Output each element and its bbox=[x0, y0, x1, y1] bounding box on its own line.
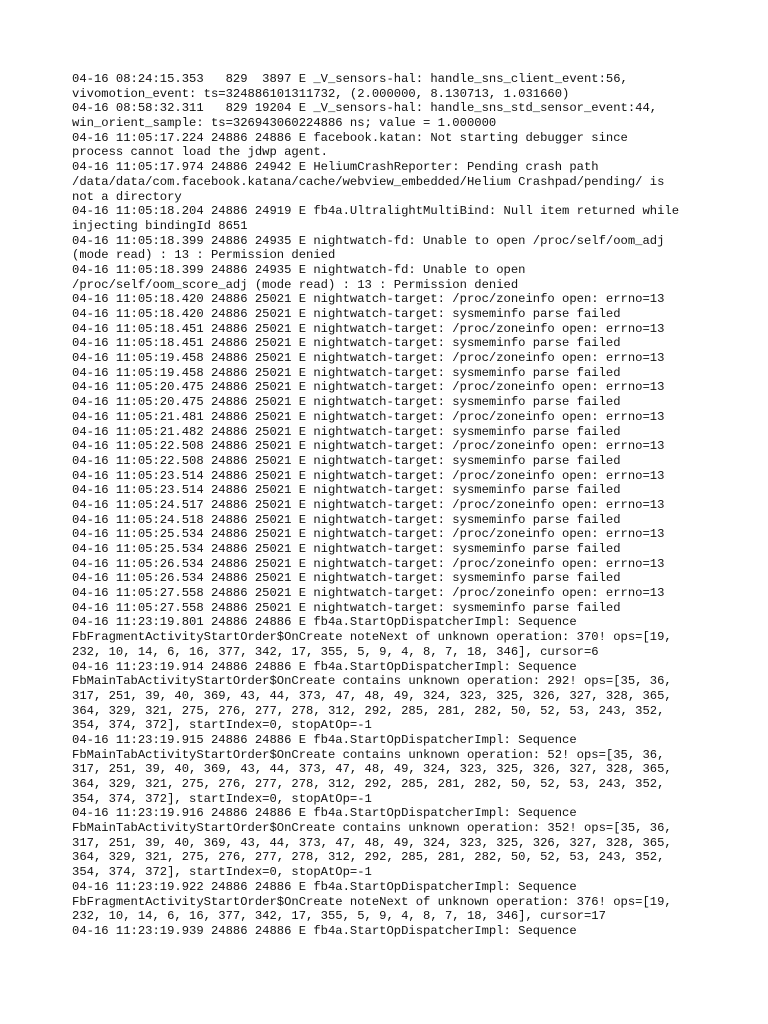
log-line: 354, 374, 372], startIndex=0, stopAtOp=-1 bbox=[72, 791, 372, 806]
log-line: 04-16 11:23:19.916 24886 24886 E fb4a.StartOpDispatcherImpl: Sequence bbox=[72, 806, 577, 821]
log-line: 04-16 11:05:22.508 24886 25021 E nightwatch-target: sysmeminfo parse failed bbox=[72, 453, 621, 468]
log-line: FbMainTabActivityStartOrder$OnCreate contains unknown operation: 292! ops=[35, 36, bbox=[72, 674, 672, 689]
log-line: FbFragmentActivityStartOrder$OnCreate noteNext of unknown operation: 370! ops=[19, bbox=[72, 630, 672, 645]
log-line: 04-16 08:24:15.353 829 3897 E _V_sensors-hal: handle_sns_client_event:56, bbox=[72, 72, 628, 86]
log-line: 04-16 11:05:20.475 24886 25021 E nightwatch-target: sysmeminfo parse failed bbox=[72, 395, 621, 410]
log-line: 04-16 11:05:19.458 24886 25021 E nightwatch-target: /proc/zoneinfo open: errno=13 bbox=[72, 351, 665, 366]
log-line: win_orient_sample: ts=326943060224886 ns; value = 1.000000 bbox=[72, 116, 497, 131]
log-line: 364, 329, 321, 275, 276, 277, 278, 312, 292, 285, 281, 282, 50, 52, 53, 243, 352, bbox=[72, 850, 665, 865]
log-line: 364, 329, 321, 275, 276, 277, 278, 312, 292, 285, 281, 282, 50, 52, 53, 243, 352, bbox=[72, 777, 665, 791]
log-line: 04-16 11:05:17.224 24886 24886 E facebook.katan: Not starting debugger since bbox=[72, 130, 628, 145]
log-text-block bbox=[72, 72, 712, 939]
log-line: injecting bindingId 8651 bbox=[72, 218, 248, 233]
log-line: 354, 374, 372], startIndex=0, stopAtOp=-1 bbox=[72, 865, 372, 880]
log-line: FbMainTabActivityStartOrder$OnCreate contains unknown operation: 352! ops=[35, 36, bbox=[72, 821, 672, 836]
log-line: 04-16 11:05:21.481 24886 25021 E nightwatch-target: /proc/zoneinfo open: errno=13 bbox=[72, 409, 665, 424]
log-line: 04-16 11:05:18.451 24886 25021 E nightwatch-target: /proc/zoneinfo open: errno=13 bbox=[72, 321, 665, 336]
log-line: process cannot load the jdwp agent. bbox=[72, 145, 328, 160]
log-line: FbMainTabActivityStartOrder$OnCreate contains unknown operation: 52! ops=[35, 36, bbox=[72, 747, 665, 762]
log-line: 04-16 11:05:23.514 24886 25021 E nightwatch-target: /proc/zoneinfo open: errno=13 bbox=[72, 468, 665, 483]
log-line: 04-16 11:05:18.451 24886 25021 E nightwatch-target: sysmeminfo parse failed bbox=[72, 336, 621, 351]
log-line: 04-16 11:05:21.482 24886 25021 E nightwatch-target: sysmeminfo parse failed bbox=[72, 424, 621, 439]
log-line: 04-16 11:05:26.534 24886 25021 E nightwatch-target: /proc/zoneinfo open: errno=13 bbox=[72, 556, 665, 571]
log-line: 364, 329, 321, 275, 276, 277, 278, 312, 292, 285, 281, 282, 50, 52, 53, 243, 352, bbox=[72, 703, 665, 718]
log-line: 317, 251, 39, 40, 369, 43, 44, 373, 47, 48, 49, 324, 323, 325, 326, 327, 328, 365, bbox=[72, 835, 672, 850]
log-line: 354, 374, 372], startIndex=0, stopAtOp=-1 bbox=[72, 718, 372, 733]
log-line: 04-16 11:23:19.922 24886 24886 E fb4a.StartOpDispatcherImpl: Sequence bbox=[72, 879, 577, 894]
log-line: 04-16 11:05:18.204 24886 24919 E fb4a.UltralightMultiBind: Null item returned while bbox=[72, 204, 680, 219]
log-line: 317, 251, 39, 40, 369, 43, 44, 373, 47, 48, 49, 324, 323, 325, 326, 327, 328, 365, bbox=[72, 762, 672, 777]
log-line: 04-16 11:23:19.939 24886 24886 E fb4a.StartOpDispatcherImpl: Sequence bbox=[72, 923, 577, 938]
log-line: 04-16 11:05:27.558 24886 25021 E nightwatch-target: /proc/zoneinfo open: errno=13 bbox=[72, 586, 665, 601]
log-line: 04-16 11:23:19.801 24886 24886 E fb4a.StartOpDispatcherImpl: Sequence bbox=[72, 615, 577, 630]
log-line: 04-16 11:05:24.517 24886 25021 E nightwatch-target: /proc/zoneinfo open: errno=13 bbox=[72, 497, 665, 512]
log-line: 04-16 11:05:24.518 24886 25021 E nightwatch-target: sysmeminfo parse failed bbox=[72, 512, 621, 527]
log-line: 04-16 11:05:18.399 24886 24935 E nightwatch-fd: Unable to open bbox=[72, 262, 526, 277]
log-line: /proc/self/oom_score_adj (mode read) : 13 : Permission denied bbox=[72, 277, 519, 292]
log-line: 04-16 11:05:19.458 24886 25021 E nightwatch-target: sysmeminfo parse failed bbox=[72, 365, 621, 380]
log-line: 232, 10, 14, 6, 16, 377, 342, 17, 355, 5, 9, 4, 8, 7, 18, 346], cursor=17 bbox=[72, 909, 606, 924]
log-line: 04-16 11:05:27.558 24886 25021 E nightwatch-target: sysmeminfo parse failed bbox=[72, 600, 621, 615]
log-line: 04-16 11:05:17.974 24886 24942 E HeliumCrashReporter: Pending crash path bbox=[72, 160, 599, 175]
log-line: not a directory bbox=[72, 189, 182, 204]
log-line: 317, 251, 39, 40, 369, 43, 44, 373, 47, 48, 49, 324, 323, 325, 326, 327, 328, 365, bbox=[72, 688, 672, 703]
log-line: 04-16 11:05:26.534 24886 25021 E nightwatch-target: sysmeminfo parse failed bbox=[72, 571, 621, 586]
log-line: (mode read) : 13 : Permission denied bbox=[72, 248, 336, 263]
log-line: 04-16 11:05:25.534 24886 25021 E nightwatch-target: sysmeminfo parse failed bbox=[72, 542, 621, 556]
log-line: 04-16 11:05:20.475 24886 25021 E nightwatch-target: /proc/zoneinfo open: errno=13 bbox=[72, 380, 665, 395]
log-line: 04-16 08:58:32.311 829 19204 E _V_sensors-hal: handle_sns_std_sensor_event:44, bbox=[72, 101, 658, 116]
log-line: vivomotion_event: ts=324886101311732, (2.000000, 8.130713, 1.031660) bbox=[72, 86, 570, 101]
log-line: 04-16 11:05:18.420 24886 25021 E nightwatch-target: /proc/zoneinfo open: errno=13 bbox=[72, 292, 665, 307]
log-line: 04-16 11:05:22.508 24886 25021 E nightwatch-target: /proc/zoneinfo open: errno=13 bbox=[72, 439, 665, 454]
log-line: 04-16 11:05:18.399 24886 24935 E nightwatch-fd: Unable to open /proc/self/oom_adj bbox=[72, 233, 665, 248]
log-line: 04-16 11:23:19.915 24886 24886 E fb4a.StartOpDispatcherImpl: Sequence bbox=[72, 732, 577, 747]
log-line: 04-16 11:23:19.914 24886 24886 E fb4a.StartOpDispatcherImpl: Sequence bbox=[72, 659, 577, 674]
log-line: 232, 10, 14, 6, 16, 377, 342, 17, 355, 5, 9, 4, 8, 7, 18, 346], cursor=6 bbox=[72, 644, 599, 659]
log-line: /data/data/com.facebook.katana/cache/webview_embedded/Helium Crashpad/pending/ is bbox=[72, 174, 665, 189]
log-line: FbFragmentActivityStartOrder$OnCreate noteNext of unknown operation: 376! ops=[19, bbox=[72, 894, 672, 909]
log-line: 04-16 11:05:23.514 24886 25021 E nightwatch-target: sysmeminfo parse failed bbox=[72, 483, 621, 498]
log-line: 04-16 11:05:25.534 24886 25021 E nightwatch-target: /proc/zoneinfo open: errno=13 bbox=[72, 527, 665, 542]
log-line: 04-16 11:05:18.420 24886 25021 E nightwatch-target: sysmeminfo parse failed bbox=[72, 307, 621, 321]
